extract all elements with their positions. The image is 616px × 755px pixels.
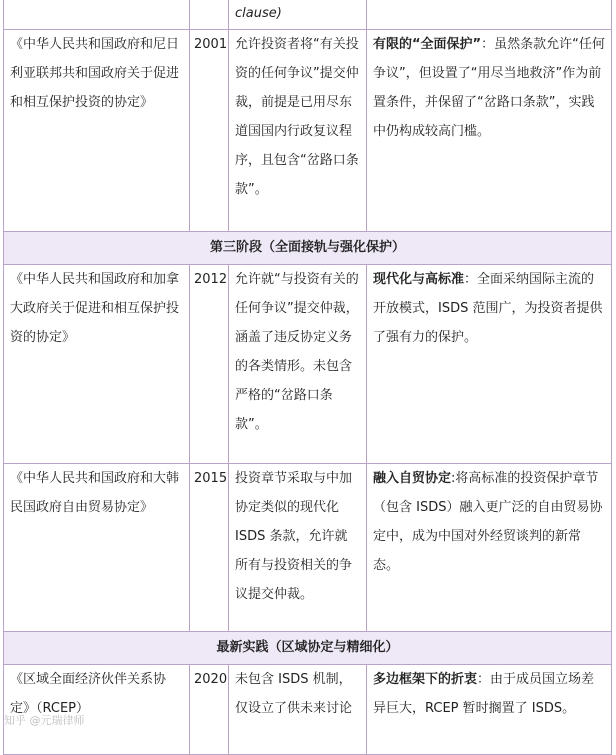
cell-clause: 允许就“与投资有关的任何争议”提交仲裁，涵盖了违反协定义务的各类情形。未包含严格的“岔路口条款”。 [229,265,367,464]
cell-comment [367,30,612,232]
cell-agreement: 《区域全面经济伙伴关系协定》（RCEP） [4,665,190,755]
comment-text: ：全面采纳国际主流的开放模式，ISDS 范围广，为投资者提供了强有力的保护。 [373,272,603,345]
cell-year [190,0,229,30]
section-title: 第三阶段（全面接轨与强化保护） [4,232,612,265]
cell-comment [367,665,612,755]
comment-text: :将高标准的投资保护章节（包含 ISDS）融入更广泛的自由贸易协定中，成为中国对外经贸谈判的新常态。 [373,471,603,573]
isds-agreements-table [3,0,612,755]
cell-clause: 未包含 ISDS 机制，仅设立了供未来讨论 [229,665,367,755]
cell-year: 2012 [190,265,229,464]
cell-agreement: 《中华人民共和国政府和尼日利亚联邦共和国政府关于促进和相互保护投资的协定》 [4,30,190,232]
cell-year: 2015 [190,464,229,632]
cell-comment [367,0,612,30]
section-row [4,232,612,265]
cell-agreement [4,0,190,30]
section-title: 最新实践（区域协定与精细化） [4,632,612,665]
cell-agreement: 《中华人民共和国政府和大韩民国政府自由贸易协定》 [4,464,190,632]
table-row [4,665,612,755]
cell-clause: 投资章节采取与中加协定类似的现代化 ISDS 条款，允许就所有与投资相关的争议提交仲裁。 [229,464,367,632]
watermark: 知乎 @元瑞律师 [4,714,85,727]
table-row [4,0,612,30]
cell-year: 2001 [190,30,229,232]
comment-heading: 多边框架下的折衷 [373,672,478,687]
table-row [4,464,612,632]
table-row [4,30,612,232]
cell-comment [367,464,612,632]
comment-heading: 融入自贸协定 [373,471,452,486]
comment-text: ：由于成员国立场差异巨大，RCEP 暂时搁置了 ISDS。 [373,672,595,716]
comment-text: ：虽然条款允许“任何争议”，但设置了“用尽当地救济”作为前置条件，并保留了“岔路口条款”，实践中仍构成较高门槛。 [373,37,605,139]
cell-clause [229,0,367,30]
cell-clause: 允许投资者将“有关投资的任何争议”提交仲裁，前提是已用尽东道国国内行政复议程序，且包含“岔路口条款”。 [229,30,367,232]
cell-year: 2020 [190,665,229,755]
agreement-table-wrapper [3,0,612,755]
comment-heading: 有限的“全面保护” [373,37,482,52]
clause-text: clause) [235,6,282,21]
comment-heading: 现代化与高标准 [373,272,465,287]
section-row [4,632,612,665]
table-row [4,265,612,464]
cell-comment [367,265,612,464]
cell-agreement: 《中华人民共和国政府和加拿大政府关于促进和相互保护投资的协定》 [4,265,190,464]
